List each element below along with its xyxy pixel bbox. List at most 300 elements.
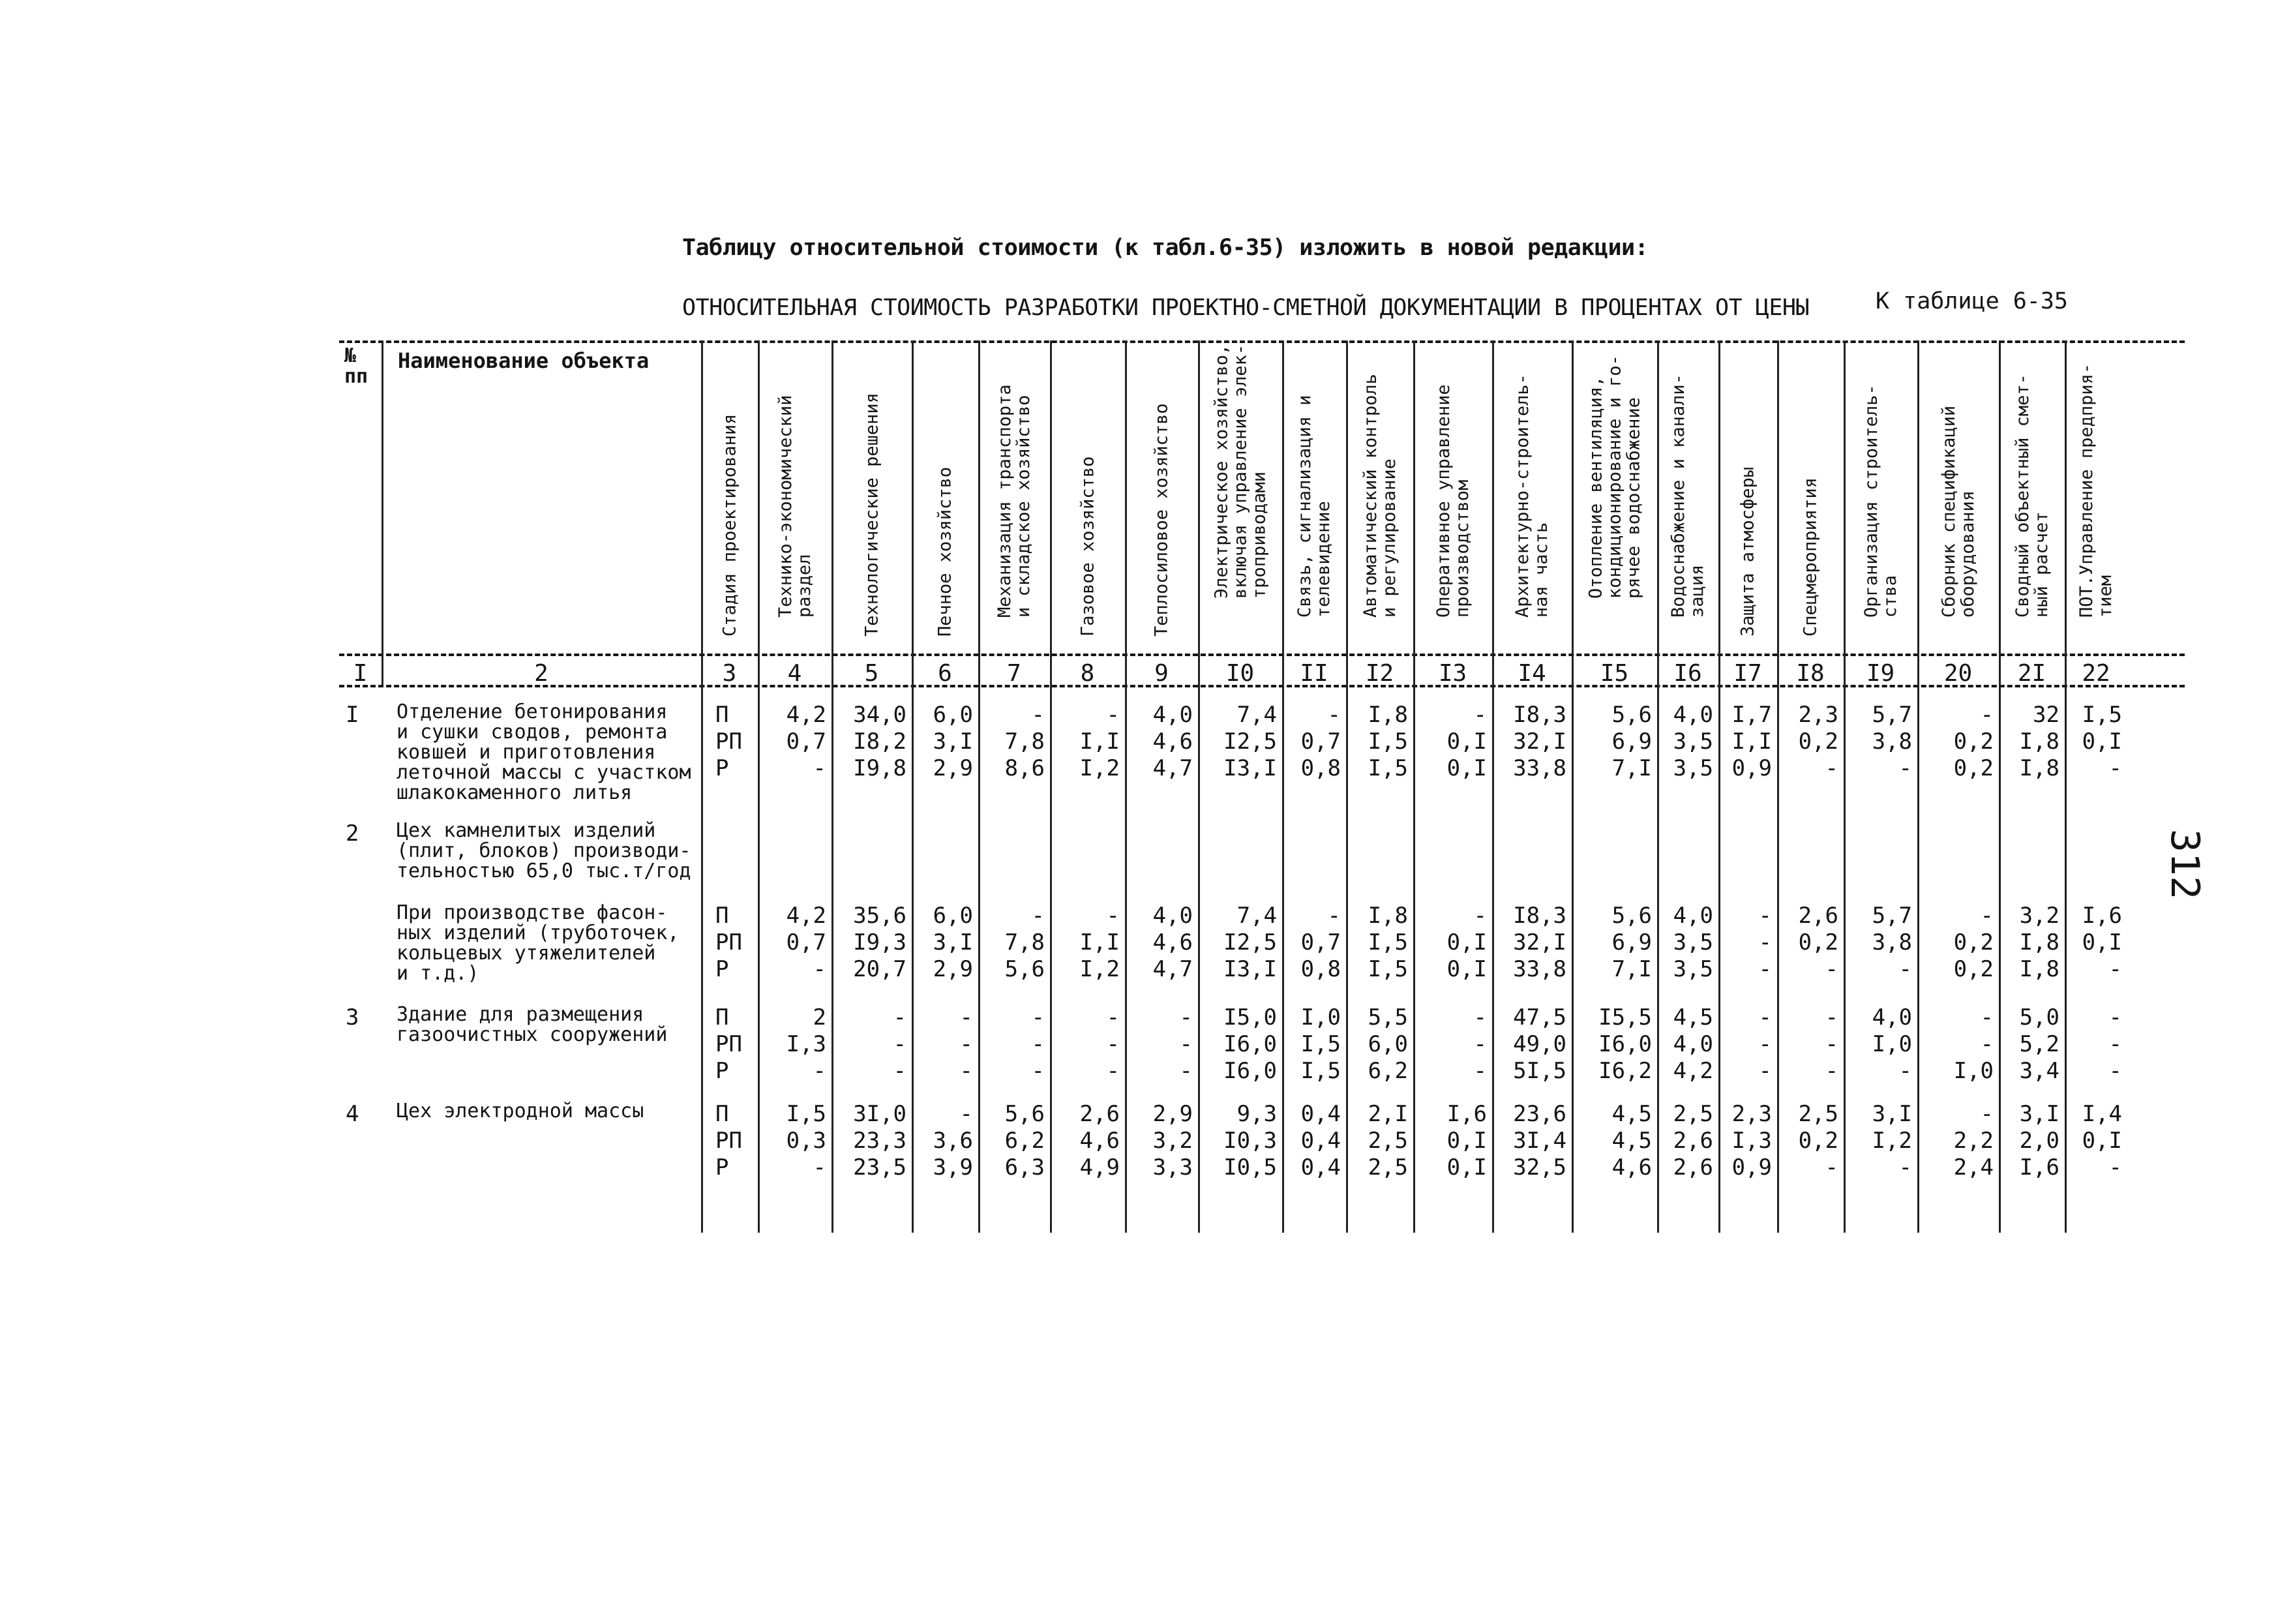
table-cell: I,8 <box>2019 729 2059 755</box>
table-cell: 2,4 <box>1953 1154 1994 1180</box>
table-cell: 4,6 <box>1152 929 1193 955</box>
table-cell: 3,8 <box>1872 729 1912 755</box>
table-cell: 2,9 <box>933 755 973 781</box>
table-cell: - <box>1980 903 1994 929</box>
column-header <box>1718 355 1777 655</box>
table-cell: 5,2 <box>2019 1031 2059 1057</box>
column-number: 3 <box>722 660 737 687</box>
column-number: I5 <box>1600 660 1629 687</box>
table-cell: I,5 <box>1300 1058 1341 1084</box>
table-cell: I,8 <box>1368 702 1408 728</box>
table-cell: 0,3 <box>786 1128 826 1154</box>
table-cell: 7,8 <box>1004 929 1045 955</box>
object-name: При производстве фасон- ных изделий (труботочек, кольцевых утяжелителей и т.д.) <box>397 901 680 985</box>
table-cell: 3,5 <box>1673 929 1713 955</box>
table-cell: 3,4 <box>2019 1058 2059 1084</box>
table-cell: 0,9 <box>1731 1154 1772 1180</box>
column-header-label: Сборник спецификаций оборудования <box>1938 405 1978 618</box>
column-header-label: Технологические решения <box>861 393 882 637</box>
table-cell: 2,0 <box>2019 1128 2059 1154</box>
header-object-name: Наименование объекта <box>398 348 650 373</box>
column-header <box>1198 344 1282 655</box>
table-cell: 8,6 <box>1004 755 1045 781</box>
table-cell: 2,6 <box>1673 1128 1713 1154</box>
table-cell: 0,2 <box>1953 755 1994 781</box>
table-cell: I5,0 <box>1223 1004 1277 1030</box>
table-cell: I,5 <box>1368 729 1408 755</box>
column-header <box>2065 355 2127 655</box>
table-cell: I,2 <box>1079 956 1120 982</box>
design-stage: Р <box>715 1154 729 1180</box>
table-cell: I,2 <box>1079 755 1120 781</box>
table-cell: - <box>1825 755 1838 781</box>
object-name: Цех камнелитых изделий (плит, блоков) производи- тельностью 65,0 тыс.т/год <box>397 819 691 882</box>
column-number: 5 <box>864 660 879 687</box>
column-header-label: Стадия проектирования <box>719 414 740 637</box>
table-cell: 2,6 <box>1673 1154 1713 1180</box>
column-header <box>1346 355 1413 655</box>
table-cell: I,0 <box>1953 1058 1994 1084</box>
column-header <box>1999 355 2065 655</box>
table-cell: - <box>1106 1031 1120 1057</box>
table-cell: I,8 <box>2019 956 2059 982</box>
table-cell: 23,5 <box>853 1154 906 1180</box>
table-cell: - <box>893 1058 906 1084</box>
table-cell: - <box>1825 956 1838 982</box>
table-cell: 9,3 <box>1236 1101 1277 1127</box>
column-header <box>831 355 912 655</box>
table-cell: 4,0 <box>1673 702 1713 728</box>
header-number: № пп <box>344 344 368 388</box>
column-header-label: Связь, сигнализация и телевидение <box>1295 395 1334 618</box>
table-cell: 0,2 <box>1953 729 1994 755</box>
table-cell: - <box>1327 903 1341 929</box>
design-stage: Р <box>715 1058 729 1084</box>
table-cell: - <box>1825 1004 1838 1030</box>
table-cell: 4,2 <box>1673 1058 1713 1084</box>
table-cell: 4,6 <box>1611 1154 1652 1180</box>
table-cell: 3,6 <box>933 1128 973 1154</box>
column-header <box>1917 355 1999 655</box>
design-stage: РП <box>715 1128 742 1154</box>
table-cell: I,4 <box>2082 1101 2122 1127</box>
table-cell: I,5 <box>1368 929 1408 955</box>
instruction-text: Таблицу относительной стоимости (к табл.6-35) изложить в новой редакции: <box>682 235 1649 261</box>
column-header-label: Отопление вентиляция, кондиционирование и го- рячее водоснабжение <box>1585 355 1643 599</box>
table-cell: 20,7 <box>853 956 906 982</box>
design-stage: РП <box>715 929 742 955</box>
object-number: 3 <box>346 1004 359 1030</box>
table-cell: - <box>1980 702 1994 728</box>
table-cell: I,0 <box>1300 1004 1341 1030</box>
column-number: I8 <box>1796 660 1825 687</box>
design-stage: РП <box>715 729 742 755</box>
column-header <box>1492 355 1572 655</box>
table-cell: I5,5 <box>1598 1004 1652 1030</box>
design-stage: П <box>715 1101 729 1127</box>
table-cell: 3I,0 <box>853 1101 906 1127</box>
table-cell: I2,5 <box>1223 729 1277 755</box>
table-cell: 47,5 <box>1513 1004 1566 1030</box>
table-cell: - <box>959 1004 973 1030</box>
table-cell: I,3 <box>1731 1128 1772 1154</box>
table-cell: 0,7 <box>786 929 826 955</box>
object-name: Цех электродной массы <box>397 1100 644 1122</box>
table-cell: - <box>1758 1058 1772 1084</box>
column-header <box>912 355 978 655</box>
column-number: I7 <box>1733 660 1762 687</box>
table-cell: I3,I <box>1223 755 1277 781</box>
table-cell: 2,9 <box>933 956 973 982</box>
column-number: 22 <box>2082 660 2110 687</box>
table-cell: 35,6 <box>853 903 906 929</box>
table-cell: 4,0 <box>1673 903 1713 929</box>
table-cell: - <box>1327 702 1341 728</box>
table-cell: 4,9 <box>1079 1154 1120 1180</box>
table-cell: - <box>1898 755 1912 781</box>
table-cell: 7,4 <box>1236 903 1277 929</box>
table-cell: - <box>813 1154 826 1180</box>
object-number: I <box>346 702 359 728</box>
table-cell: 0,7 <box>1300 929 1341 955</box>
table-cell: 2,2 <box>1953 1128 1994 1154</box>
table-cell: 6,2 <box>1368 1058 1408 1084</box>
column-header-label: Спецмероприятия <box>1800 477 1821 637</box>
table-cell: 3,I <box>2019 1101 2059 1127</box>
table-cell: 5,6 <box>1611 702 1652 728</box>
table-cell: 2,5 <box>1368 1128 1408 1154</box>
table-cell: - <box>1758 1031 1772 1057</box>
table-cell: - <box>1473 1058 1487 1084</box>
table-cell: 3,2 <box>1152 1128 1193 1154</box>
table-cell: I8,3 <box>1513 702 1566 728</box>
table-cell: 0,I <box>1446 956 1487 982</box>
table-cell: 4,0 <box>1673 1031 1713 1057</box>
table-cell: - <box>1031 1031 1045 1057</box>
table-cell: 6,9 <box>1611 929 1652 955</box>
table-cell: 5,6 <box>1004 1101 1045 1127</box>
table-cell: I,8 <box>1368 903 1408 929</box>
table-cell: I,2 <box>1872 1128 1912 1154</box>
table-cell: 2,I <box>1368 1101 1408 1127</box>
table-cell: - <box>959 1058 973 1084</box>
table-cell: 23,6 <box>1513 1101 1566 1127</box>
table-cell: - <box>1758 1004 1772 1030</box>
table-cell: 5,0 <box>2019 1004 2059 1030</box>
column-header-label: Водоснабжение и канали- зация <box>1668 374 1707 618</box>
table-cell: - <box>893 1031 906 1057</box>
column-header-label: Организация строитель- ства <box>1861 384 1900 618</box>
table-cell: 49,0 <box>1513 1031 1566 1057</box>
table-cell: - <box>1473 702 1487 728</box>
table-cell: 3,3 <box>1152 1154 1193 1180</box>
table-cell: 2,5 <box>1673 1101 1713 1127</box>
table-cell: 32,5 <box>1513 1154 1566 1180</box>
table-cell: 3,5 <box>1673 956 1713 982</box>
table-cell: I8,2 <box>853 729 906 755</box>
table-cell: 0,4 <box>1300 1101 1341 1127</box>
column-number: 6 <box>938 660 952 687</box>
table-cell: 34,0 <box>853 702 906 728</box>
table-cell: - <box>1473 1004 1487 1030</box>
table-cell: 3,I <box>933 929 973 955</box>
table-cell: 6,3 <box>1004 1154 1045 1180</box>
table-cell: 32,I <box>1513 929 1566 955</box>
table-cell: 4,5 <box>1611 1128 1652 1154</box>
table-cell: 4,5 <box>1611 1101 1652 1127</box>
column-number: I3 <box>1438 660 1467 687</box>
table-cell: I3,I <box>1223 956 1277 982</box>
table-cell: 3,5 <box>1673 755 1713 781</box>
column-header <box>1844 355 1917 655</box>
table-cell: 4,0 <box>1152 903 1193 929</box>
table-cell: 0,2 <box>1953 956 1994 982</box>
table-cell: I,I <box>1079 929 1120 955</box>
table-cell: 0,I <box>1446 755 1487 781</box>
table-cell: 0,4 <box>1300 1128 1341 1154</box>
column-header <box>1572 355 1657 655</box>
column-number: 2I <box>2017 660 2046 687</box>
column-number: 2 <box>534 660 548 687</box>
column-header-label: Технико-экономический раздел <box>775 395 815 618</box>
design-stage: П <box>715 903 729 929</box>
table-cell: - <box>959 1101 973 1127</box>
table-cell: 3,9 <box>933 1154 973 1180</box>
table-cell: - <box>2108 956 2122 982</box>
table-cell: 3,I <box>933 729 973 755</box>
object-name: Отделение бетонирования и сушки сводов, ремонта ковшей и приготовления леточной массы с участком шлакокаменного литья <box>397 700 691 804</box>
design-stage: РП <box>715 1031 742 1057</box>
column-number: 9 <box>1154 660 1169 687</box>
column-header-label: Механизация транспорта и складское хозяйство <box>995 384 1034 618</box>
table-cell: 2,9 <box>1152 1101 1193 1127</box>
column-number: I0 <box>1225 660 1255 687</box>
table-cell: I6,0 <box>1223 1031 1277 1057</box>
column-header-label: Теплосиловое хозяйство <box>1151 403 1172 637</box>
table-cell: 5,7 <box>1872 903 1912 929</box>
table-cell: I0,3 <box>1223 1128 1277 1154</box>
table-cell: I,3 <box>786 1031 826 1057</box>
table-cell: 3,2 <box>2019 903 2059 929</box>
design-stage: П <box>715 1004 729 1030</box>
table-cell: 3I,4 <box>1513 1128 1566 1154</box>
table-cell: 5,7 <box>1872 702 1912 728</box>
column-header-label: ПОТ.Управление предприя- тием <box>2076 363 2116 618</box>
table-cell: 4,6 <box>1152 729 1193 755</box>
column-header <box>1413 355 1492 655</box>
table-cell: 0,8 <box>1300 956 1341 982</box>
table-cell: - <box>1980 1004 1994 1030</box>
column-header <box>701 355 758 655</box>
table-cell: 2,3 <box>1731 1101 1772 1127</box>
table-cell: 3,I <box>1872 1101 1912 1127</box>
table-cell: 0,7 <box>1300 729 1341 755</box>
column-number: I4 <box>1518 660 1546 687</box>
table-cell: 2,5 <box>1368 1154 1408 1180</box>
table-cell: I,6 <box>2082 903 2122 929</box>
table-cell: 2,3 <box>1798 702 1838 728</box>
table-cell: 7,4 <box>1236 702 1277 728</box>
table-cell: 7,I <box>1611 755 1652 781</box>
column-number: I6 <box>1673 660 1702 687</box>
table-cell: 0,I <box>2082 1128 2122 1154</box>
table-cell: 6,0 <box>933 903 973 929</box>
table-cell: - <box>1106 702 1120 728</box>
table-cell: 4,2 <box>786 903 826 929</box>
table-cell: 4,7 <box>1152 956 1193 982</box>
table-cell: I,5 <box>1300 1031 1341 1057</box>
table-cell: - <box>1825 1154 1838 1180</box>
table-cell: - <box>1898 1154 1912 1180</box>
table-cell: 33,8 <box>1513 755 1566 781</box>
table-cell: - <box>1473 903 1487 929</box>
table-cell: 0,9 <box>1731 755 1772 781</box>
column-number: 4 <box>787 660 802 687</box>
table-cell: I,5 <box>1368 755 1408 781</box>
table-cell: 5,6 <box>1611 903 1652 929</box>
table-cell: 0,2 <box>1798 729 1838 755</box>
table-cell: 4,5 <box>1673 1004 1713 1030</box>
object-name: Здание для размещения газоочистных сооружений <box>397 1003 668 1046</box>
table-cell: I,8 <box>2019 755 2059 781</box>
table-cell: 7,8 <box>1004 729 1045 755</box>
table-cell: - <box>1106 903 1120 929</box>
table-cell: 4,0 <box>1152 702 1193 728</box>
table-cell: 0,I <box>1446 929 1487 955</box>
table-cell: 33,8 <box>1513 956 1566 982</box>
table-cell: - <box>2108 1004 2122 1030</box>
table-cell: I,6 <box>2019 1154 2059 1180</box>
design-stage: Р <box>715 755 729 781</box>
table-cell: - <box>1825 1058 1838 1084</box>
table-cell: 5,5 <box>1368 1004 1408 1030</box>
column-divider <box>382 340 383 685</box>
column-number: I <box>353 660 368 687</box>
column-header-label: Автоматический контроль и регулирование <box>1360 374 1400 618</box>
design-stage: П <box>715 702 729 728</box>
table-cell: - <box>1473 1031 1487 1057</box>
table-cell: - <box>1898 1058 1912 1084</box>
table-cell: I8,3 <box>1513 903 1566 929</box>
table-cell: 5,6 <box>1004 956 1045 982</box>
column-header <box>758 355 831 655</box>
table-cell: 0,I <box>1446 1154 1487 1180</box>
page-number: 312 <box>2162 828 2208 900</box>
column-header <box>1050 355 1125 655</box>
table-cell: 6,9 <box>1611 729 1652 755</box>
table-cell: I,5 <box>1368 956 1408 982</box>
object-number: 4 <box>346 1101 359 1127</box>
table-cell: I,6 <box>1446 1101 1487 1127</box>
column-header <box>1777 355 1844 655</box>
table-cell: - <box>1179 1058 1193 1084</box>
table-cell: 0,2 <box>1798 929 1838 955</box>
table-cell: - <box>893 1004 906 1030</box>
column-header-label: Архитектурно-строитель- ная часть <box>1512 374 1551 618</box>
table-cell: - <box>1031 1058 1045 1084</box>
table-cell: I6,0 <box>1223 1058 1277 1084</box>
table-cell: - <box>2108 1154 2122 1180</box>
table-cell: - <box>1106 1004 1120 1030</box>
table-cell: - <box>1758 956 1772 982</box>
table-cell: 0,I <box>2082 929 2122 955</box>
table-cell: I9,3 <box>853 929 906 955</box>
table-cell: 0,I <box>1446 1128 1487 1154</box>
table-cell: - <box>813 1058 826 1084</box>
table-cell: I,I <box>1079 729 1120 755</box>
table-cell: I6,2 <box>1598 1058 1652 1084</box>
column-number: I2 <box>1365 660 1394 687</box>
table-cell: - <box>1758 929 1772 955</box>
table-cell: - <box>1106 1058 1120 1084</box>
table-cell: 3,8 <box>1872 929 1912 955</box>
design-stage: Р <box>715 956 729 982</box>
column-header-label: Защита атмосферы <box>1737 466 1758 637</box>
column-header-label: Оперативное управление производством <box>1433 384 1473 618</box>
table-cell: 2,5 <box>1798 1101 1838 1127</box>
table-cell: I0,5 <box>1223 1154 1277 1180</box>
table-cell: - <box>813 956 826 982</box>
table-cell: 32,I <box>1513 729 1566 755</box>
table-cell: 0,I <box>1446 729 1487 755</box>
table-cell: 0,2 <box>1798 1128 1838 1154</box>
table-reference: К таблице 6-35 <box>1876 288 2069 314</box>
column-header-label: Сводный объектный смет- ный расчет <box>2012 374 2052 618</box>
column-number: 7 <box>1007 660 1021 687</box>
table-cell: - <box>813 755 826 781</box>
table-cell: - <box>1179 1031 1193 1057</box>
table-cell: - <box>1031 702 1045 728</box>
table-cell: I,0 <box>1872 1031 1912 1057</box>
table-cell: - <box>1980 1031 1994 1057</box>
table-cell: 32 <box>2033 702 2059 728</box>
table-cell: - <box>1980 1101 1994 1127</box>
table-cell: 2 <box>813 1004 826 1030</box>
table-cell: - <box>1031 1004 1045 1030</box>
table-cell: 6,0 <box>1368 1031 1408 1057</box>
table-cell: 7,I <box>1611 956 1652 982</box>
table-cell: 3,5 <box>1673 729 1713 755</box>
table-cell: I2,5 <box>1223 929 1277 955</box>
table-cell: 4,2 <box>786 702 826 728</box>
table-cell: - <box>2108 1058 2122 1084</box>
table-cell: I6,0 <box>1598 1031 1652 1057</box>
table-cell: 0,8 <box>1300 755 1341 781</box>
column-header <box>1125 355 1198 655</box>
table-cell: I,7 <box>1731 702 1772 728</box>
table-cell: I,5 <box>786 1101 826 1127</box>
table-cell: - <box>2108 755 2122 781</box>
table-cell: 4,7 <box>1152 755 1193 781</box>
table-cell: - <box>959 1031 973 1057</box>
table-cell: 6,0 <box>933 702 973 728</box>
table-cell: 0,I <box>2082 729 2122 755</box>
column-header-label: Электрическое хозяйство, включая управление элек- троприводами <box>1211 344 1269 599</box>
column-number: 8 <box>1080 660 1095 687</box>
table-cell: 4,0 <box>1872 1004 1912 1030</box>
table-title: ОТНОСИТЕЛЬНАЯ СТОИМОСТЬ РАЗРАБОТКИ ПРОЕКТНО-СМЕТНОЙ ДОКУМЕНТАЦИИ В ПРОЦЕНТАХ ОТ ЦЕНЫ <box>682 295 1810 321</box>
table-cell: - <box>1825 1031 1838 1057</box>
table-cell: I9,8 <box>853 755 906 781</box>
table-cell: 0,7 <box>786 729 826 755</box>
table-cell: 0,2 <box>1953 929 1994 955</box>
table-cell: 0,4 <box>1300 1154 1341 1180</box>
table-cell: - <box>1179 1004 1193 1030</box>
column-header <box>1657 355 1718 655</box>
column-number: II <box>1300 660 1328 687</box>
table-cell: - <box>1898 956 1912 982</box>
table-cell: I,8 <box>2019 929 2059 955</box>
